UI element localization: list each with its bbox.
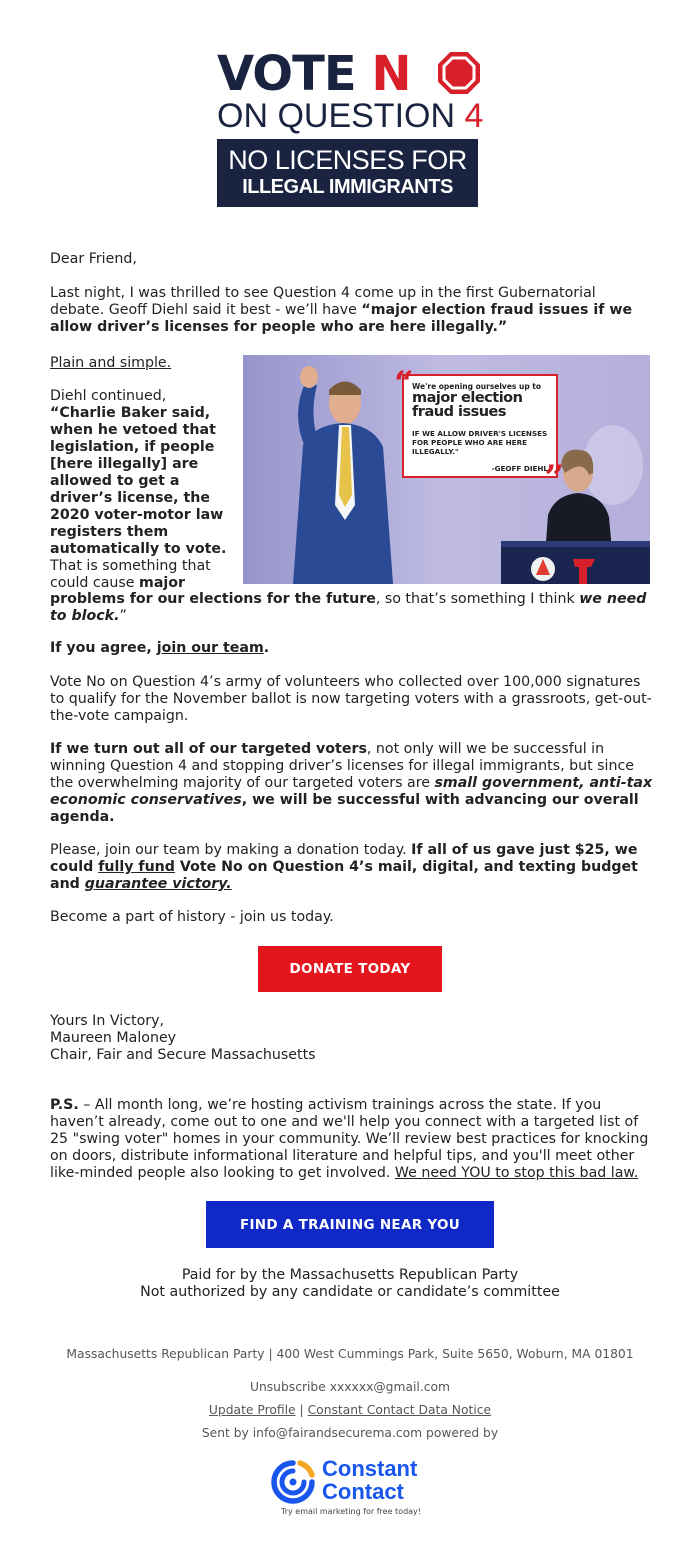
agree-period: . — [263, 640, 270, 656]
donation-text: Please, join our team by making a donation today. — [50, 842, 412, 858]
close-quote-icon: ” — [544, 458, 564, 498]
volunteers-text: Vote No on Question 4’s army of volunteers who collected over 100,000 signatures to qualify for the November ballot is now targeting voters with a grassroots, get-out-the-vote campaign. — [50, 674, 652, 724]
quote-card — [394, 364, 564, 498]
agree-text: If you agree, — [50, 640, 157, 656]
logo-4-text: 4 — [464, 97, 484, 135]
quote-small-text: We're opening ourselves up to — [412, 382, 542, 391]
diehl-continued-text: Diehl continued, — [50, 388, 167, 404]
update-profile-link[interactable]: Update Profile — [208, 1403, 296, 1417]
logo-tagline-line1: NO LICENSES FOR — [228, 145, 467, 175]
signoff-text: Yours In Victory, — [50, 1013, 164, 1029]
join-team-link[interactable]: join our team — [156, 640, 264, 656]
logo-on-question-4 — [217, 96, 483, 136]
diehl-text-e: , so that’s something I think — [375, 591, 580, 607]
paid-for-disclaimer — [0, 1267, 700, 1301]
footer-sent-by: Sent by info@fairandsecurema.com powered by — [201, 1426, 499, 1440]
agree-paragraph — [50, 640, 654, 657]
footer-unsubscribe — [0, 1379, 700, 1395]
intro-paragraph — [50, 285, 640, 336]
cc-line1: Constant — [322, 1456, 418, 1481]
stop-sign-icon — [438, 52, 480, 94]
cc-line2: Contact — [322, 1479, 404, 1504]
turnout-bold: If we turn out all of our targeted voters — [50, 741, 367, 757]
data-notice-link[interactable]: Constant Contact Data Notice — [307, 1403, 492, 1417]
plain-simple — [50, 355, 230, 372]
greeting-text: Dear Friend, — [50, 251, 137, 267]
find-training-button[interactable]: FIND A TRAINING NEAR YOU — [206, 1201, 494, 1248]
diehl-text-a: That is something that could cause — [50, 558, 211, 591]
constant-contact-icon — [270, 1459, 316, 1505]
logo-vote-no — [217, 48, 411, 100]
logo-tagline-box — [217, 139, 478, 207]
intro-text: Last night, I was thrilled to see Question 4 come up in the first Gubernatorial debate. Geoff Diehl said it best - we’ll have — [50, 285, 596, 318]
turnout-agenda: , we will be successful with advancing our overall agenda. — [50, 792, 639, 825]
logo-n-text: N — [371, 46, 411, 102]
ps-text: – All month long, we’re hosting activism trainings across the state. If you haven’t already, come out to one and we'll help you connect with a targeted list of 25 "swing voter" homes in your community. We’ll review best practices for knocking on doors, distribute informational literature and helpful tips, and you'll meet other like-minded people also looking to get involved. — [50, 1097, 649, 1181]
logo-tagline-line2: ILLEGAL IMMIGRANTS — [242, 176, 453, 198]
cc-tagline: Try email marketing for free today! — [281, 1507, 421, 1516]
history-text: Become a part of history - join us today. — [50, 909, 334, 925]
ps-label: P.S. — [50, 1097, 79, 1113]
signer-name: Maureen Maloney — [50, 1030, 177, 1046]
ps-paragraph — [50, 1097, 654, 1182]
diehl-close-quote: ” — [119, 608, 127, 624]
footer-separator: | — [295, 1403, 308, 1417]
diehl-paragraph-cont — [50, 558, 226, 592]
footer-address: Massachusetts Republican Party | 400 West Cummings Park, Suite 5650, Woburn, MA 01801 — [66, 1347, 634, 1361]
diehl-paragraph-full — [50, 591, 650, 625]
fully-fund-text: fully fund — [98, 859, 175, 875]
plain-simple-text: Plain and simple. — [50, 355, 172, 371]
footer-links — [0, 1402, 700, 1418]
donation-bold: If all of us gave just $25, we could — [50, 842, 638, 875]
intro-quote: “major election fraud issues if we allow driver’s licenses for people who are here illegally.” — [50, 302, 633, 335]
diehl-paragraph-left — [50, 388, 230, 558]
donation-budget: Vote No on Question 4’s mail, digital, and texting budget and — [50, 859, 638, 892]
volunteers-paragraph — [50, 674, 652, 725]
signer-title: Chair, Fair and Secure Massachusetts — [50, 1047, 316, 1063]
quote-headline: major election fraud issues — [412, 390, 523, 420]
diehl-need-to-block: we need to block. — [50, 591, 647, 624]
logo-vote-text: VOTE — [217, 46, 372, 102]
donate-today-button[interactable]: DONATE TODAY — [258, 946, 442, 992]
turnout-paragraph — [50, 741, 654, 826]
logo-question-text: ON QUESTION — [217, 97, 465, 135]
diehl-major: major — [139, 575, 186, 591]
paid-for-line2: Not authorized by any candidate or candidate’s committee — [140, 1284, 560, 1300]
greeting — [50, 251, 654, 268]
turnout-text: , not only will we be successful in winning Question 4 and stopping driver’s licenses for illegal immigrants, but since the overwhelming majority of our targeted voters are — [50, 741, 635, 791]
donation-paragraph — [50, 842, 650, 893]
signature — [50, 1013, 654, 1064]
unsubscribe-email: xxxxxx@gmail.com — [325, 1380, 450, 1394]
paid-for-line1: Paid for by the Massachusetts Republican Party — [181, 1267, 519, 1283]
guarantee-victory-text: guarantee victory. — [84, 876, 232, 892]
constant-contact-logo[interactable] — [270, 1457, 432, 1519]
open-quote-icon: “ — [394, 364, 414, 404]
unsubscribe-link[interactable]: Unsubscribe — [249, 1380, 326, 1394]
stop-bad-law-link[interactable]: We need YOU to stop this bad law. — [394, 1165, 639, 1181]
diehl-problems-text: problems for our elections for the future — [50, 591, 376, 607]
quote-body-text: IF WE ALLOW DRIVER'S LICENSES FOR PEOPLE WHO ARE HERE ILLEGALLY." — [412, 429, 548, 456]
turnout-conservatives: small government, anti-tax economic conservatives — [50, 775, 653, 808]
diehl-quote-bold: “Charlie Baker said, when he vetoed that legislation, if people [here illegally] are allowed to get a driver’s license, the 2020 voter-motor law registers them automatically to vote. — [50, 405, 227, 557]
constant-contact-wordmark — [322, 1457, 417, 1503]
history-paragraph — [50, 909, 654, 926]
quote-attribution: -GEOFF DIEHL — [491, 464, 548, 473]
